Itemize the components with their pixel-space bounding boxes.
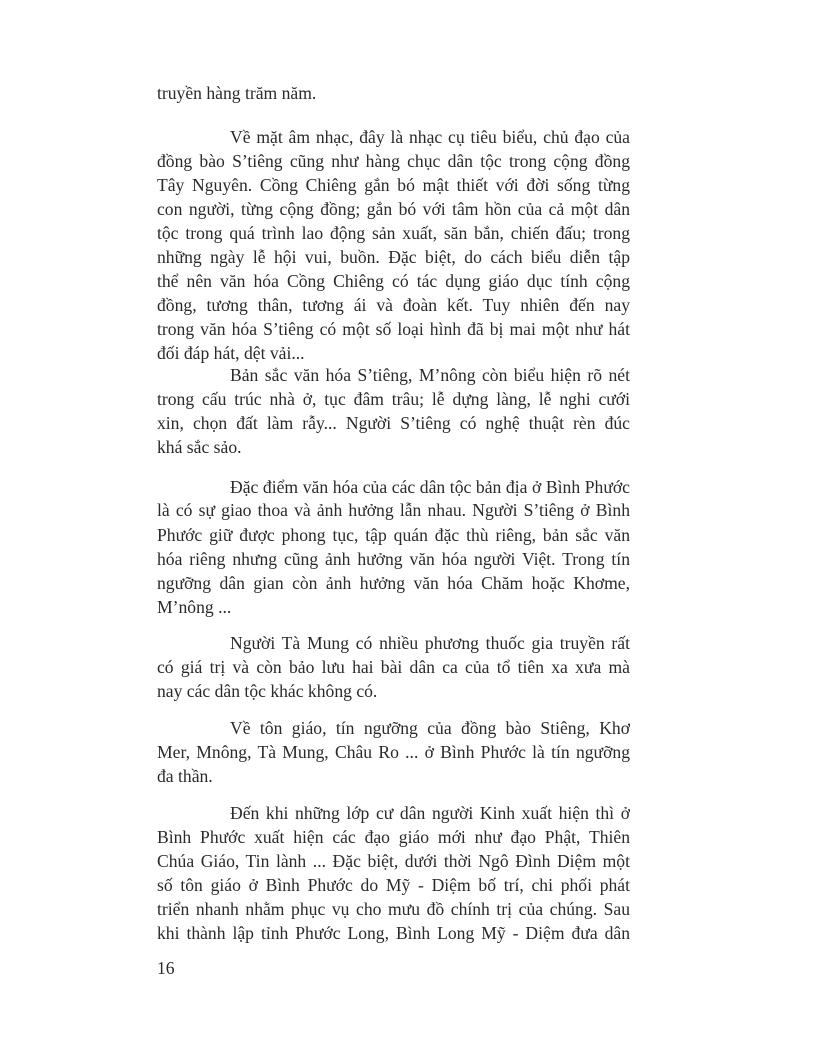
text-line: Đặc điểm văn hóa của các dân tộc bản địa ở Bình Phước <box>230 477 630 497</box>
text-line: Chúa Giáo, Tin lành ... Đặc biệt, dưới thời Ngô Đình Diệm một <box>157 851 630 871</box>
page-number: 16 <box>157 958 175 978</box>
text-line: đồng bào S’tiêng cũng như hàng chục dân tộc trong cộng đồng <box>157 151 630 171</box>
text-line: hóa riêng nhưng cũng ảnh hưởng văn hóa người Việt. Trong tín <box>157 549 630 569</box>
text-line: thể nên văn hóa Cồng Chiêng có tác dụng giáo dục tính cộng <box>157 271 630 291</box>
text-line: con người, từng cộng đồng; gắn bó với tâm hồn của cả một dân <box>157 199 630 219</box>
text-line: Về tôn giáo, tín ngưỡng của đồng bào Stiêng, Khơ <box>230 718 630 738</box>
text-line: những ngày lễ hội vui, buồn. Đặc biệt, do cách biểu diễn tập <box>157 247 630 267</box>
text-line: Người Tà Mung có nhiều phương thuốc gia truyền rất <box>230 633 630 653</box>
text-line: Mer, Mnông, Tà Mung, Châu Ro ... ở Bình Phước là tín ngưỡng <box>157 742 630 762</box>
text-line: trong cấu trúc nhà ở, tục đâm trâu; lễ dựng làng, lễ nghi cưới <box>157 389 630 409</box>
text-line: khi thành lập tỉnh Phước Long, Bình Long Mỹ - Diệm đưa dân <box>157 923 630 943</box>
text-line: tộc trong quá trình lao động sản xuất, săn bắn, chiến đấu; trong <box>157 223 630 243</box>
text-line: khá sắc sảo. <box>157 437 242 457</box>
text-line: có giá trị và còn bảo lưu hai bài dân ca của tổ tiên xa xưa mà <box>157 657 630 677</box>
text-line: ngưỡng dân gian còn ảnh hưởng văn hóa Chăm hoặc Khơme, <box>157 573 630 593</box>
text-line: xin, chọn đất làm rẫy... Người S’tiêng có nghệ thuật rèn đúc <box>157 413 630 433</box>
text-line: triển nhanh nhằm phục vụ cho mưu đồ chính trị của chúng. Sau <box>157 899 630 919</box>
text-line: đối đáp hát, dệt vải... <box>157 343 305 363</box>
text-line: đa thần. <box>157 766 213 786</box>
text-line: trong văn hóa S’tiêng có một số loại hình đã bị mai một như hát <box>157 319 630 339</box>
text-line: Bình Phước xuất hiện các đạo giáo mới như đạo Phật, Thiên <box>157 827 630 847</box>
text-line: Tây Nguyên. Cồng Chiêng gắn bó mật thiết với đời sống từng <box>157 175 630 195</box>
text-line: là có sự giao thoa và ảnh hưởng lẫn nhau. Người S’tiêng ở Bình <box>157 500 630 520</box>
text-line: nay các dân tộc khác không có. <box>157 681 378 701</box>
text-line: số tôn giáo ở Bình Phước do Mỹ - Diệm bố trí, chi phối phát <box>157 875 630 895</box>
text-line: Đến khi những lớp cư dân người Kinh xuất hiện thì ở <box>230 803 630 823</box>
text-line: Về mặt âm nhạc, đây là nhạc cụ tiêu biểu, chủ đạo của <box>230 127 630 147</box>
text-line: Phước giữ được phong tục, tập quán đặc thù riêng, bản sắc văn <box>157 525 630 545</box>
text-line: Bản sắc văn hóa S’tiêng, M’nông còn biểu hiện rõ nét <box>230 365 630 385</box>
text-line: đồng, tương thân, tương ái và đoàn kết. Tuy nhiên đến nay <box>157 295 630 315</box>
text-line: M’nông ... <box>157 597 232 617</box>
text-line: truyền hàng trăm năm. <box>157 83 317 103</box>
